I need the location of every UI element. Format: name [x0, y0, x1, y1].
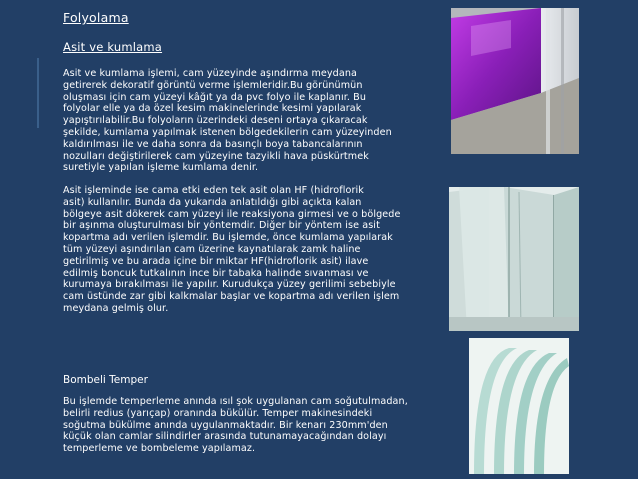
slide-title: Folyolama	[63, 10, 129, 25]
frosted-purple-glass-illustration	[451, 8, 579, 154]
frosted-purple-glass-photo	[451, 8, 579, 154]
glass-sheets-stack-photo	[449, 187, 579, 331]
glass-sheets-illustration	[449, 187, 579, 331]
paragraph-kumlama: Asit ve kumlama işlemi, cam yüzeyinde aşındırma meydana getirerek dekoratif görüntü verme işlemleridir.Bu görünümün oluşması için cam yüzeyi kâğıt ya da pvc folyo ile kaplanır. Bu folyolar elle ya da özel kesim makinelerinde kesimi yapılarak yapıştırılabilir.Bu folyoların üzerindeki deseni ortaya çıkaracak şekilde, kumlama yapılmak istenen bölgedekilerin cam yüzeyinden kaldırılması ile ve daha sonra da basınçlı boya tabancalarının nozulları değiştirilerek cam yüzeyine tazyikli hava püskürtmek suretiyle yapılan işleme kumlama denir.	[63, 68, 392, 174]
curved-glass-illustration	[469, 338, 569, 474]
paragraph-bombeli: Bu işlemde temperleme anında ısıl şok uygulanan cam soğutulmadan, belirli redius (yarıçap) oranında bükülür. Temper makinesindeki soğutma bükülme anında uygulanmaktadır. Bir kenarı 230mm'den küçük olan camlar silindirler arasında tutunamayacağından dolayı temperleme ve bombeleme yapılamaz.	[63, 396, 408, 455]
decorative-rule	[37, 58, 39, 128]
section-heading-bombeli: Bombeli Temper	[63, 374, 148, 386]
paragraph-asit: Asit işleminde ise cama etki eden tek asit olan HF (hidroflorik asit) kullanılır. Bunda da yukarıda anlatıldığı gibi açıkta kalan bölgeye asit dökerek cam yüzeyi ile reaksiyona girmesi ve o bölgede bir aşınma oluşturulması bir yöntemdir. Diğer bir yöntem ise asit kopartma adı verilen işlemdir. Bu işlemde, önce kumlama yapılarak tüm yüzeyi aşındırılan cam üzerine kaynatılarak zamk haline getirilmiş ve bu arada içine bir miktar HF(hidroflorik asit) ilave edilmiş boncuk tutkalının ince bir tabaka halinde sıvanması ve kurumaya bırakılması ile yapılır. Kurudukça yüzey gerilimi sebebiyle cam üstünde zar gibi kalkmalar başlar ve kopartma adı verilen işlem meydana gelmiş olur.	[63, 185, 401, 314]
curved-tempered-glass-photo	[469, 338, 569, 474]
section-subtitle: Asit ve kumlama	[63, 40, 163, 54]
